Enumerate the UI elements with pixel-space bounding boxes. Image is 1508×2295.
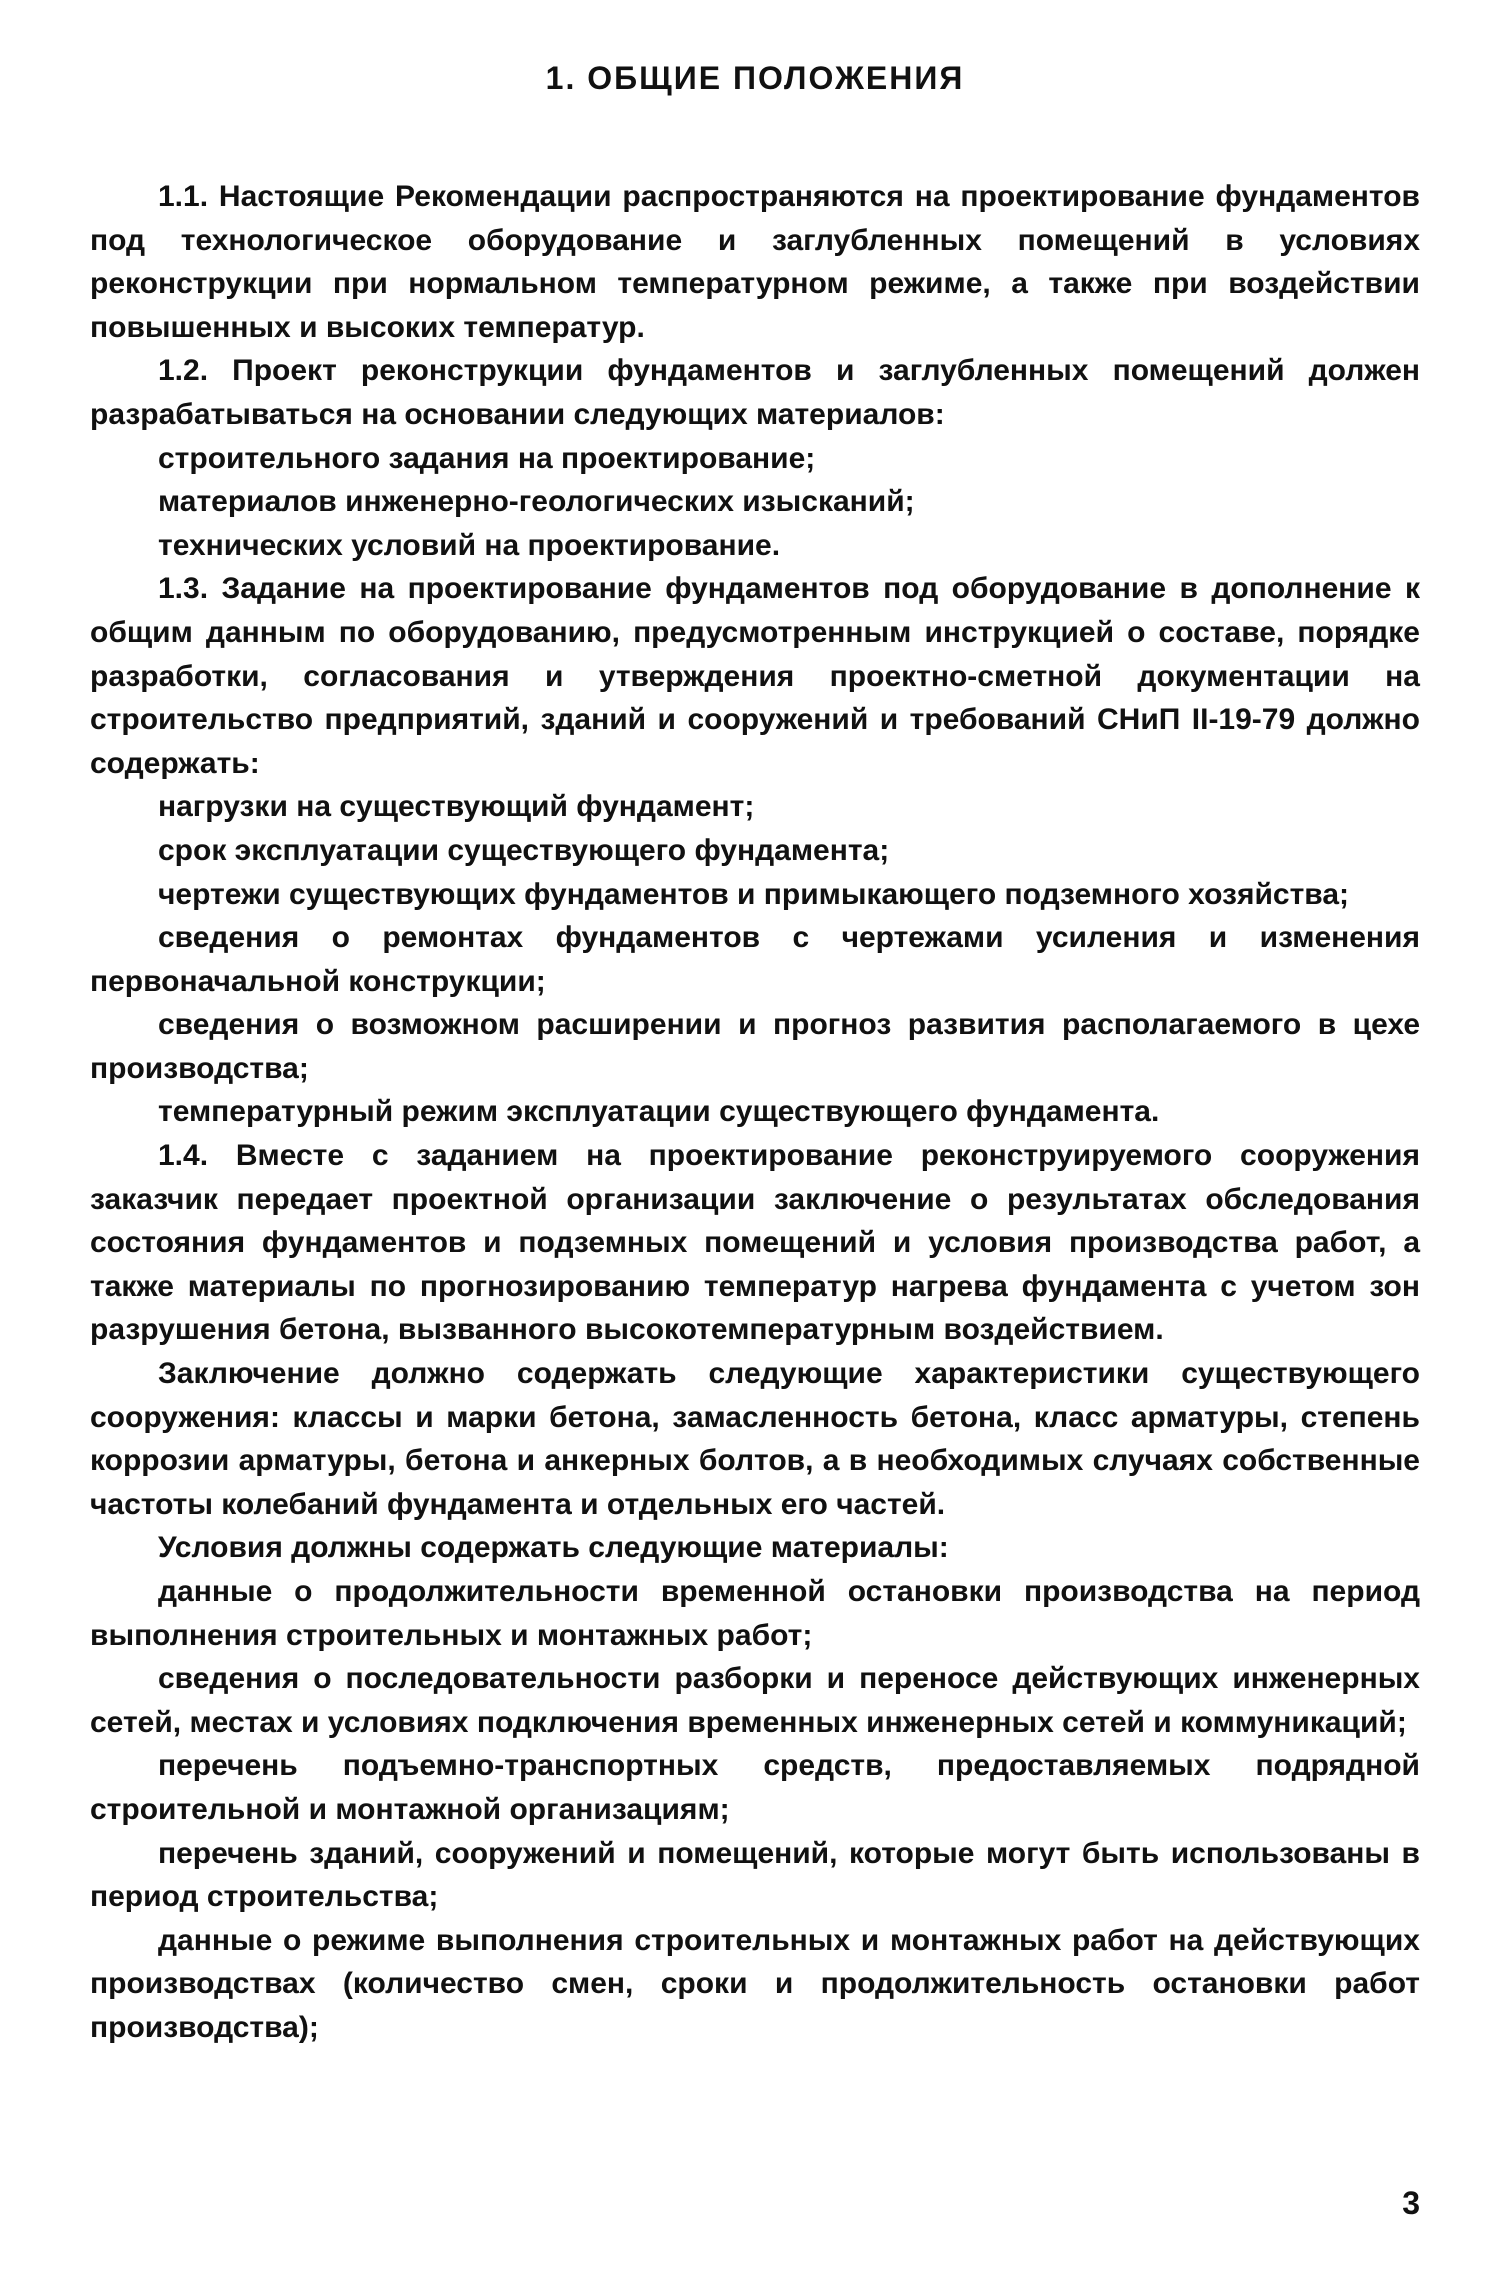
paragraph-1-2: 1.2. Проект реконструкции фундаментов и заглубленных помещений должен разрабатываться на основании следующих материалов: [90,354,1420,431]
list-item: срок эксплуатации существующего фундамента; [158,833,890,867]
list-item: сведения о ремонтах фундаментов с чертежами усиления и изменения первоначальной конструкции; [90,921,1420,998]
list-item: технических условий на проектирование. [158,528,781,562]
list-item: чертежи существующих фундаментов и примыкающего подземного хозяйства; [158,877,1350,911]
list-item: данные о режиме выполнения строительных и монтажных работ на действующих производствах (количество смен, сроки и продолжительность остановки работ производства); [90,1923,1420,2044]
list-item: перечень подъемно-транспортных средств, предоставляемых подрядной строительной и монтажной организациям; [90,1749,1420,1826]
list-item: строительного задания на проектирование; [158,441,816,475]
list-item: данные о продолжительности временной остановки производства на период выполнения строительных и монтажных работ; [90,1575,1420,1652]
paragraph-conclusion: Заключение должно содержать следующие характеристики существующего сооружения: классы и марки бетона, замасленность бетона, класс арматуры, степень коррозии арматуры, бетона и анкерных болтов, а в необходимых случаях собственные частоты колебаний фундамента и отдельных его частей. [90,1357,1420,1521]
document-page [90,60,1420,2050]
page-number: 3 [1402,2185,1420,2221]
paragraph-conditions: Условия должны содержать следующие материалы: [158,1531,949,1565]
list-item: перечень зданий, сооружений и помещений, которые могут быть использованы в период строительства; [90,1836,1420,1914]
list-item: температурный режим эксплуатации существующего фундамента. [158,1095,1160,1129]
list-item: материалов инженерно-геологических изысканий; [158,485,915,519]
paragraph-1-1: 1.1. Настоящие Рекомендации распространяются на проектирование фундаментов под технологическое оборудование и заглубленных помещений в условиях реконструкции при нормальном температурном режиме, а также при воздействии повышенных и высоких температур. [90,180,1420,344]
paragraph-1-3: 1.3. Задание на проектирование фундаментов под оборудование в дополнение к общим данным по оборудованию, предусмотренным инструкцией о составе, порядке разработки, согласования и утверждения проектно-сметной документации на строительство предприятий, зданий и сооружений и требований СНиП II-19-79 должно содержать: [90,572,1420,780]
list-item: сведения о последовательности разборки и переносе действующих инженерных сетей, местах и условиях подключения временных инженерных сетей и коммуникаций; [90,1662,1420,1739]
section-title: 1. ОБЩИЕ ПОЛОЖЕНИЯ [545,60,965,96]
list-item: сведения о возможном расширении и прогноз развития располагаемого в цехе производства; [90,1008,1420,1085]
paragraph-1-4: 1.4. Вместе с заданием на проектирование реконструируемого сооружения заказчик передает проектной организации заключение о результатах обследования состояния фундаментов и подземных помещений и условия производства работ, а также материалы по прогнозированию температур нагрева фундамента с учетом зон разрушения бетона, вызванного высокотемпературным воздействием. [90,1139,1420,1347]
list-item: нагрузки на существующий фундамент; [158,790,755,824]
